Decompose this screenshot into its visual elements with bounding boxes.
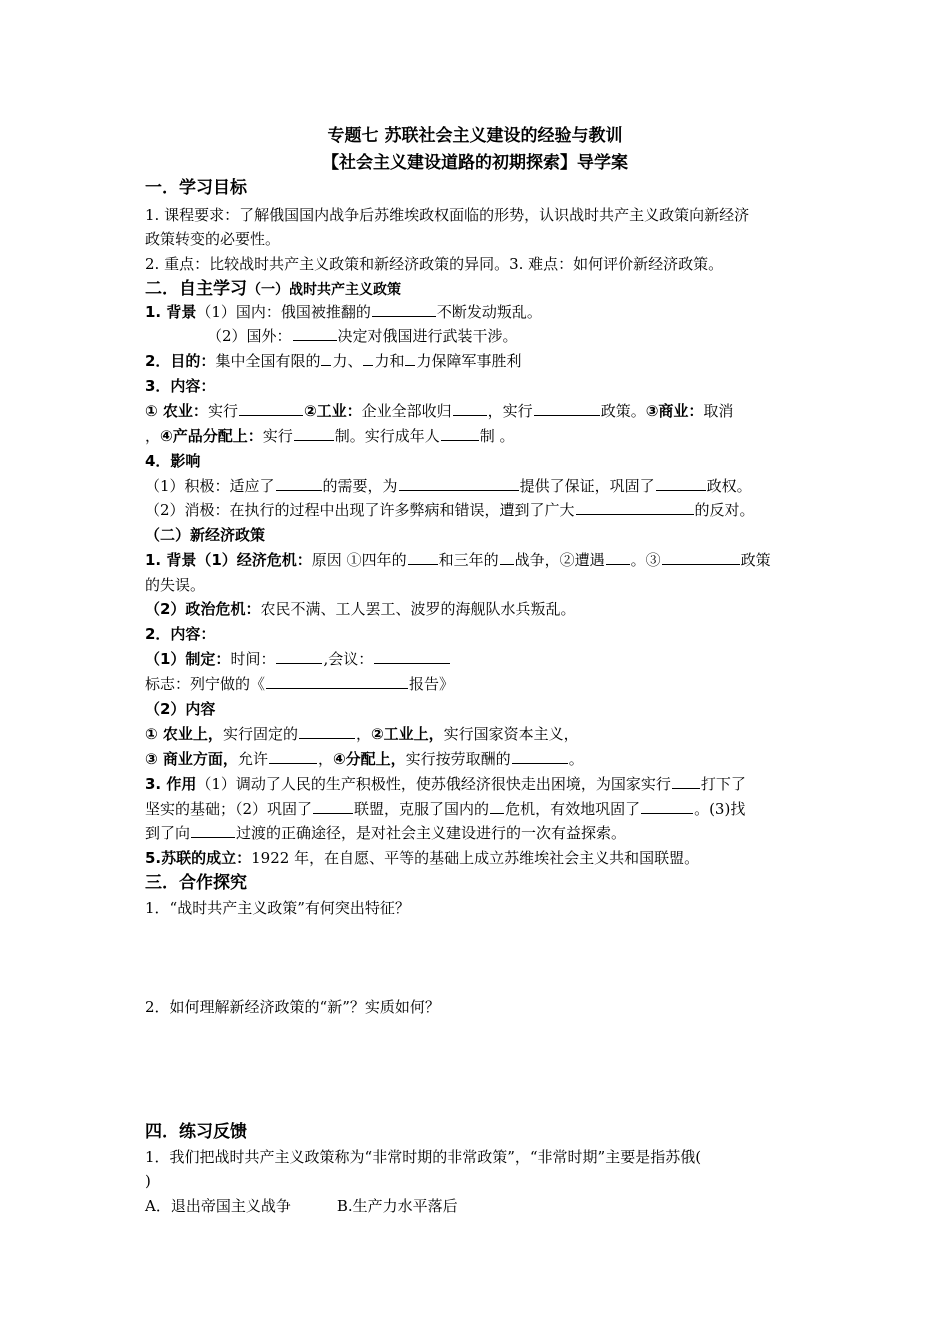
blank-input[interactable] (293, 326, 337, 341)
nep-text: 到了向 (145, 824, 191, 842)
content-text: ， (145, 427, 161, 445)
distribution-label: ④产品分配上： (160, 427, 263, 445)
nep-text: 。(3)找 (694, 800, 746, 818)
nep-text: ,会议： (323, 650, 374, 668)
background-foreign: （2）国外： (207, 327, 292, 345)
background-domestic-end: 不断发动叛乱。 (436, 303, 542, 321)
nep-made-line (145, 649, 810, 669)
blank-input[interactable] (672, 774, 700, 789)
nep-text: 1922 年，在自愿、平等的基础上成立苏维埃社会主义共和国联盟。 (251, 849, 700, 867)
background-line-1 (145, 302, 810, 322)
nep-industry-label: ②工业上， (370, 725, 444, 743)
nep-commerce-label: ③ 商业方面， (145, 750, 238, 768)
nep-text: 。③ (630, 551, 661, 569)
exercise-question-1: 1．我们把战时共产主义政策称为“非常时期的非常政策”，“非常时期”主要是指苏俄( (145, 1148, 702, 1166)
nep-sign-line (145, 674, 810, 694)
content-line-2 (145, 426, 810, 446)
blank-input[interactable] (512, 749, 568, 764)
content-text: 取消 (703, 402, 734, 420)
content-text: 企业全部收归 (361, 402, 452, 420)
background-foreign-end: 决定对俄国进行武装干涉。 (337, 327, 518, 345)
background-label: 1. 背景 (145, 303, 197, 321)
purpose-text: 集中全国有限的 (215, 352, 321, 370)
nep-background-line (145, 550, 810, 570)
blank-input[interactable] (239, 401, 303, 416)
content-text: 制 。 (479, 427, 515, 445)
inquiry-question-1: 1．“战时共产主义政策”有何突出特征？ (145, 899, 410, 917)
option-b[interactable]: B.生产力水平落后 (336, 1197, 458, 1215)
nep-text: 坚实的基础；（2）巩固了 (145, 800, 313, 818)
purpose-label: 2．目的： (145, 352, 216, 370)
impact-line-1 (145, 476, 810, 496)
nep-content-line-2 (145, 749, 810, 769)
blank-input[interactable] (405, 351, 415, 366)
nep-text: 允许 (237, 750, 268, 768)
purpose-text: 力和 (374, 352, 405, 370)
blank-input[interactable] (534, 401, 600, 416)
nep-text: 危机，有效地巩固了 (505, 800, 641, 818)
nep-text: 时间： (230, 650, 276, 668)
blank-input[interactable] (321, 351, 331, 366)
blank-input[interactable] (408, 550, 438, 565)
nep-text: 。 (568, 750, 584, 768)
blank-input[interactable] (641, 799, 693, 814)
nep-text: 战争，②遭遇 (514, 551, 605, 569)
subsection-1-title: （一）战时共产主义政策 (247, 282, 401, 298)
blank-input[interactable] (363, 351, 373, 366)
goal-line-3: 2. 重点：比较战时共产主义政策和新经济政策的异同。3. 难点：如何评价新经济政策。 (145, 255, 724, 273)
subsection-2-title: （二）新经济政策 (145, 526, 266, 544)
nep-text: 过渡的正确途径，是对社会主义建设进行的一次有益探索。 (236, 824, 627, 842)
impact-text: 的需要，为 (322, 477, 398, 495)
blank-input[interactable] (276, 649, 322, 664)
exercise-options (145, 1196, 810, 1216)
nep-effect-line-3 (145, 823, 810, 843)
goal-line-1: 1. 课程要求：了解俄国国内战争后苏维埃政权面临的形势，认识战时共产主义政策向新经济 (145, 206, 750, 224)
blank-input[interactable] (276, 476, 322, 491)
nep-text: 报告》 (409, 675, 455, 693)
blank-input[interactable] (453, 401, 487, 416)
blank-input[interactable] (490, 799, 504, 814)
blank-input[interactable] (606, 550, 630, 565)
goal-line-2: 政策转变的必要性。 (145, 230, 281, 248)
nep-text: 实行按劳取酬的 (405, 750, 511, 768)
industry-label: ②工业： (303, 402, 362, 420)
impact-text: 的反对。 (694, 501, 755, 519)
blank-input[interactable] (294, 426, 334, 441)
nep-agriculture-label: ① 农业上， (145, 725, 223, 743)
blank-input[interactable] (399, 476, 519, 491)
nep-text: ， (317, 750, 333, 768)
blank-input[interactable] (441, 426, 479, 441)
nep-content-heading: 2．内容： (145, 625, 216, 643)
nep-content-line-1 (145, 724, 810, 744)
purpose-text: 力、 (332, 352, 363, 370)
nep-background-line-2: 的失误。 (145, 576, 206, 594)
title-line-1: 专题七 苏联社会主义建设的经验与教训 (327, 126, 623, 146)
content-text: ，实行 (487, 402, 533, 420)
nep-subcontent-heading: （2）内容 (145, 700, 216, 718)
content-text: 制。实行成年人 (334, 427, 440, 445)
blank-input[interactable] (662, 550, 740, 565)
nep-text: 原因 ①四年的 (311, 551, 407, 569)
nep-text: 农民不满、工人罢工、波罗的海舰队水兵叛乱。 (260, 600, 576, 618)
content-text: 实行 (262, 427, 293, 445)
blank-input[interactable] (374, 649, 450, 664)
content-heading: 3．内容： (145, 377, 216, 395)
impact-text: （1）积极：适应了 (145, 477, 275, 495)
nep-text: ， (355, 725, 371, 743)
agriculture-label: ① 农业： (145, 402, 208, 420)
nep-text: 联盟，克服了国内的 (354, 800, 490, 818)
ussr-founding-label: 5.苏联的成立： (145, 849, 252, 867)
section-4-heading: 四．练习反馈 (145, 1122, 247, 1142)
blank-input[interactable] (299, 724, 355, 739)
background-domestic: （1）国内：俄国被推翻的 (196, 303, 371, 321)
background-line-2 (145, 326, 872, 346)
nep-distribution-label: ④分配上， (332, 750, 406, 768)
content-text: 实行 (207, 402, 238, 420)
political-crisis-label: （2）政治危机： (145, 600, 261, 618)
option-a[interactable]: A．退出帝国主义战争 (145, 1197, 291, 1215)
nep-text: 标志：列宁做的《 (145, 675, 266, 693)
purpose-text: 力保障军事胜利 (416, 352, 522, 370)
section-1-heading: 一．学习目标 (145, 178, 247, 198)
nep-text: 打下了 (700, 775, 746, 793)
nep-text: 政策 (740, 551, 771, 569)
nep-text: 和三年的 (438, 551, 499, 569)
exercise-question-1-end: ) (145, 1172, 151, 1190)
nep-text: 实行固定的 (222, 725, 298, 743)
nep-text: （1）调动了人民的生产积极性，使苏俄经济很快走出困境，为国家实行 (196, 775, 671, 793)
blank-input[interactable] (576, 500, 694, 515)
impact-text: 政权。 (706, 477, 752, 495)
section-3-heading: 三．合作探究 (145, 873, 247, 893)
nep-made-label: （1）制定： (145, 650, 231, 668)
impact-heading: 4．影响 (145, 452, 201, 470)
content-line-1 (145, 401, 810, 421)
blank-input[interactable] (313, 799, 353, 814)
nep-effect-line-1 (145, 774, 810, 794)
impact-line-2 (145, 500, 810, 520)
blank-input[interactable] (656, 476, 706, 491)
title-line-2: 【社会主义建设道路的初期探索】导学案 (322, 153, 628, 173)
nep-effect-label: 3. 作用 (145, 775, 197, 793)
economic-crisis-label: 1. 背景（1）经济危机： (145, 551, 312, 569)
section-2-title: 二．自主学习 (145, 279, 247, 299)
commerce-label: ③商业： (645, 402, 704, 420)
inquiry-question-2: 2．如何理解新经济政策的“新”？实质如何？ (145, 998, 440, 1016)
impact-text: 提供了保证，巩固了 (519, 477, 655, 495)
blank-input[interactable] (191, 823, 235, 838)
blank-input[interactable] (500, 550, 514, 565)
section-2-heading (145, 279, 810, 300)
nep-effect-line-2 (145, 799, 810, 819)
ussr-founding-line (145, 848, 810, 868)
impact-text: （2）消极：在执行的过程中出现了许多弊病和错误，遭到了广大 (145, 501, 575, 519)
purpose-line (145, 351, 810, 371)
political-crisis-line (145, 599, 810, 619)
blank-input[interactable] (266, 674, 408, 689)
blank-input[interactable] (372, 302, 436, 317)
nep-text: 实行国家资本主义， (443, 725, 579, 743)
blank-input[interactable] (269, 749, 317, 764)
content-text: 政策。 (600, 402, 646, 420)
